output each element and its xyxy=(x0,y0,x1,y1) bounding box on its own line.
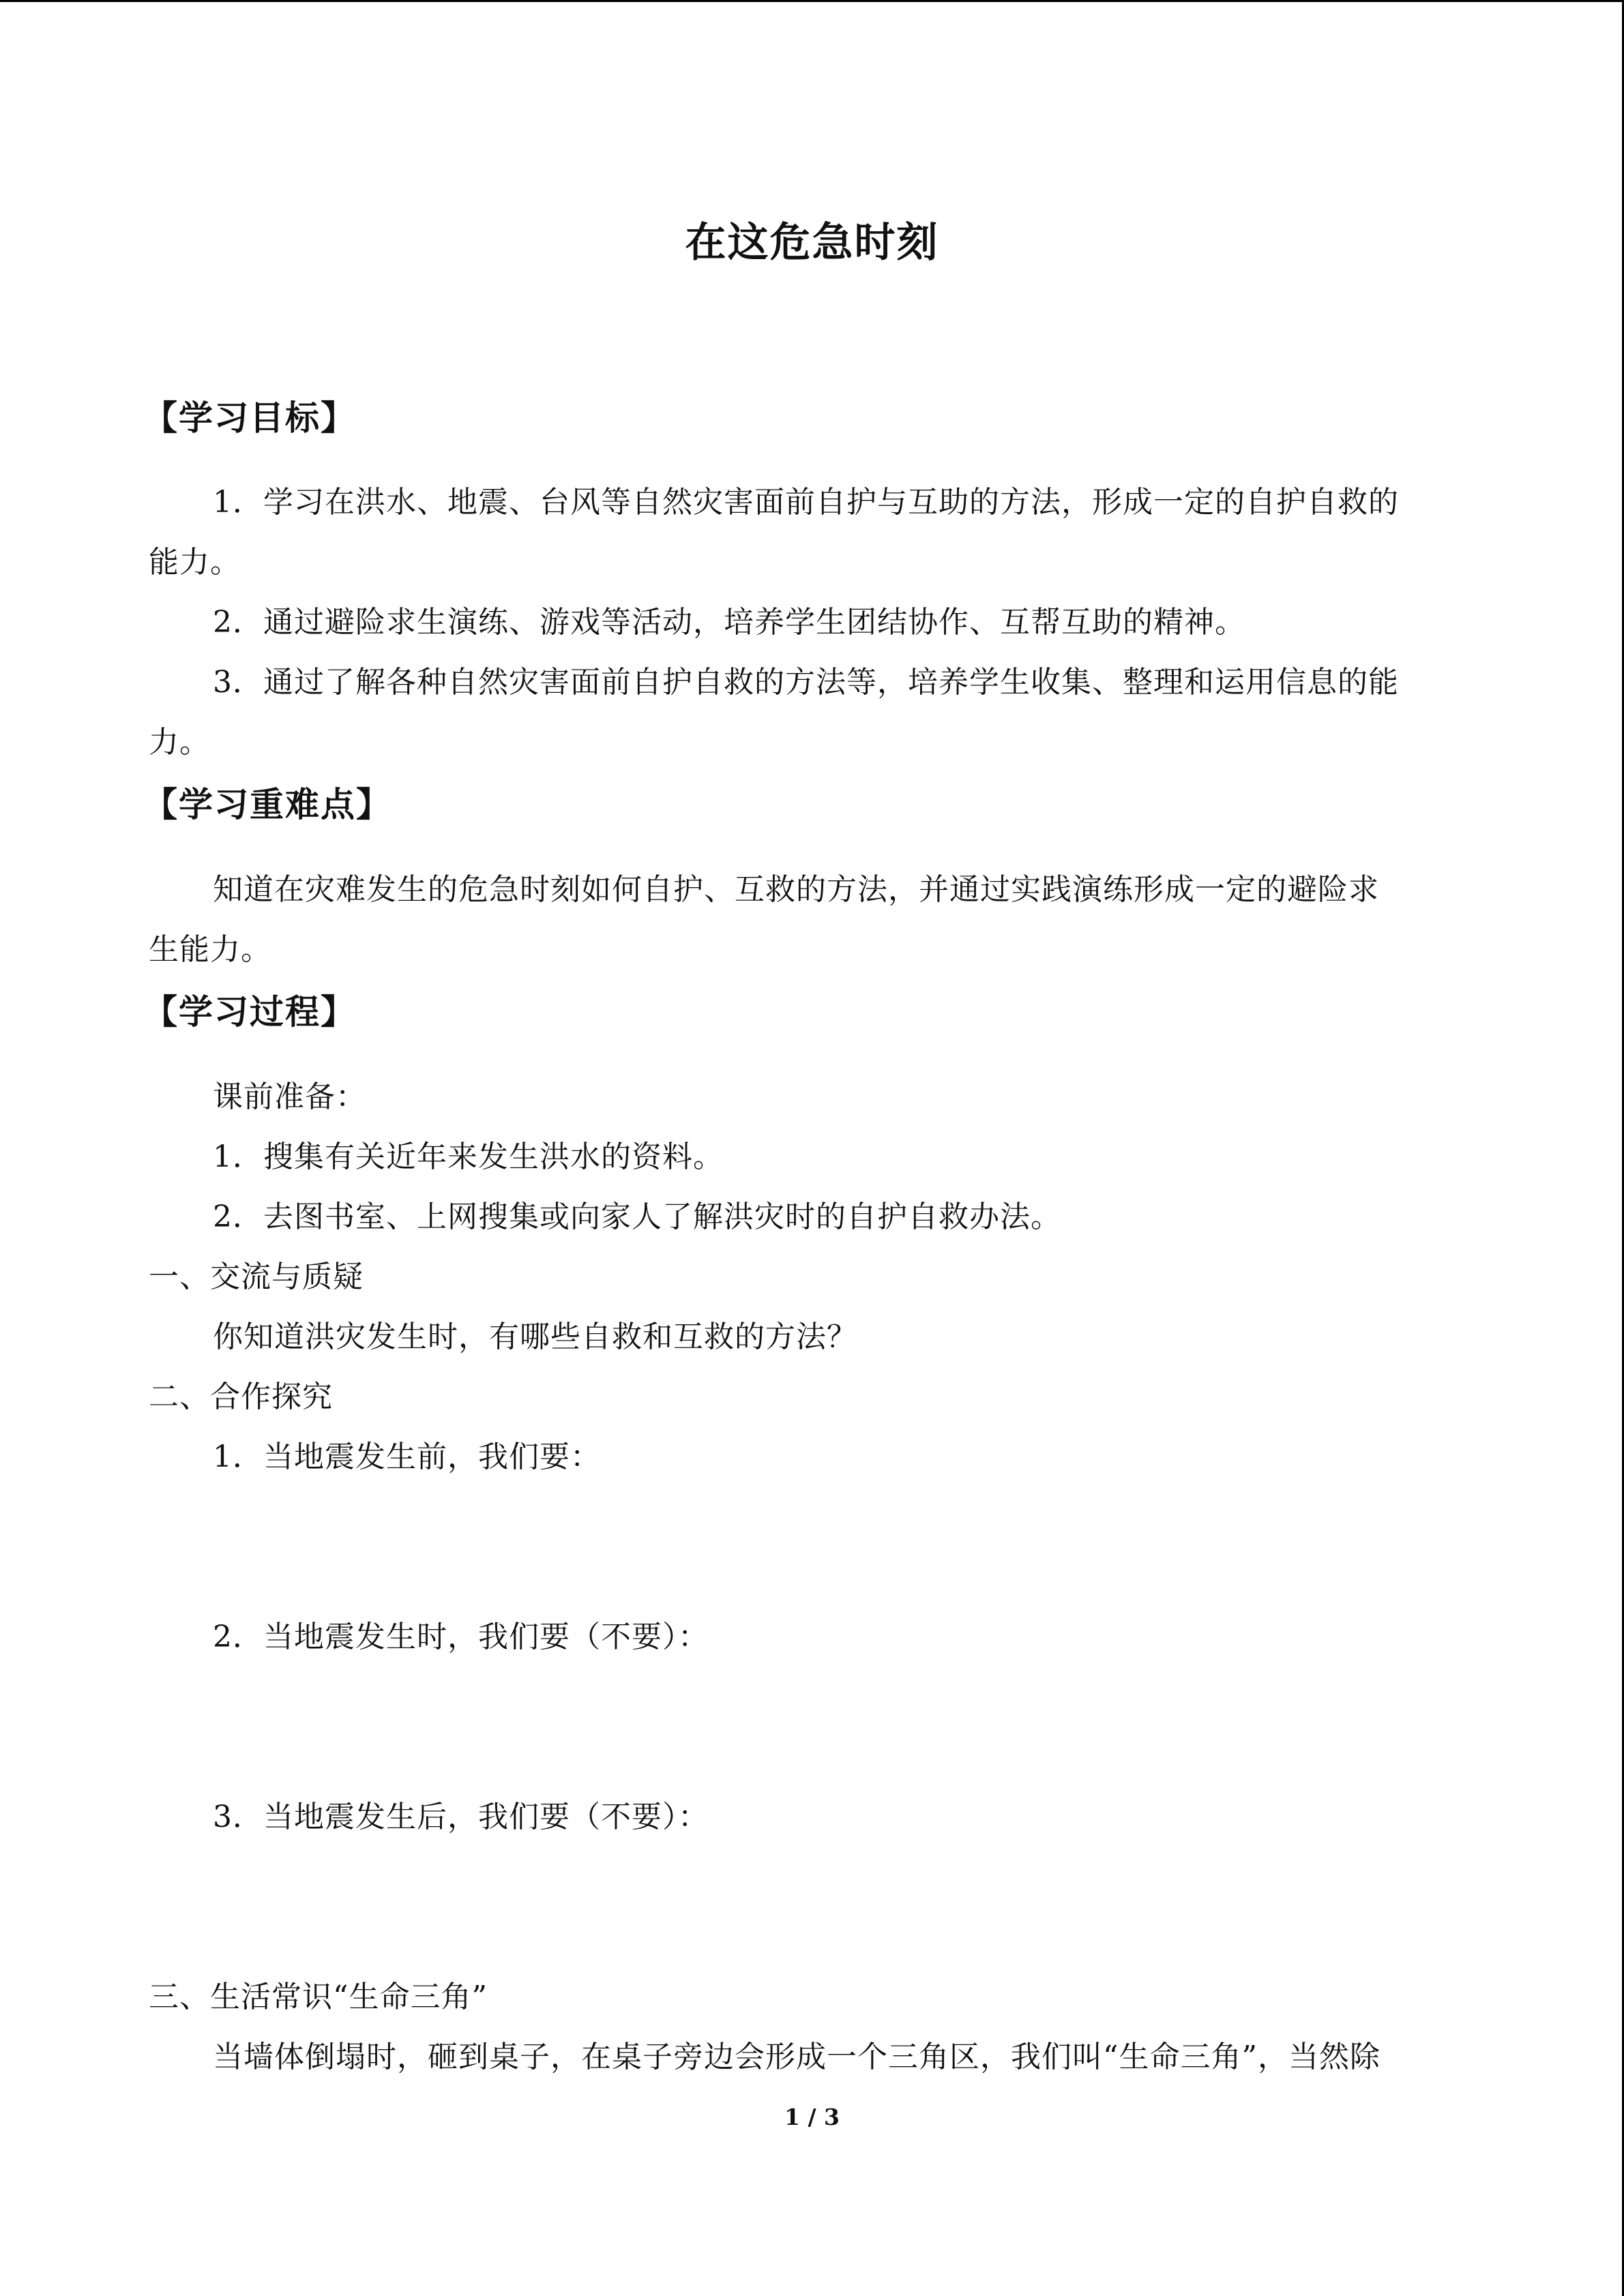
key-points-line-1: 知道在灾难发生的危急时刻如何自护、互救的方法，并通过实践演练形成一定的避险求 xyxy=(213,872,1379,907)
prep-label: 课前准备： xyxy=(213,1079,366,1114)
heading-key-points: 【学习重难点】 xyxy=(143,785,392,824)
prep-item-2: 2．去图书室、上网搜集或向家人了解洪灾时的自护自救办法。 xyxy=(213,1199,1061,1234)
section-1-question: 你知道洪灾发生时，有哪些自救和互救的方法？ xyxy=(213,1320,857,1354)
objective-line-1-cont: 能力。 xyxy=(149,545,241,580)
objective-line-1: 1．学习在洪水、地震、台风等自然灾害面前自护与互助的方法，形成一定的自护自救的 xyxy=(213,485,1399,520)
key-points-line-2: 生能力。 xyxy=(149,932,271,967)
objective-line-3-cont: 力。 xyxy=(149,725,210,760)
heading-process: 【学习过程】 xyxy=(143,992,356,1032)
objective-line-3: 3．通过了解各种自然灾害面前自护自救的方法等，培养学生收集、整理和运用信息的能 xyxy=(213,665,1399,700)
section-2-item-2: 2．当地震发生时，我们要（不要）： xyxy=(213,1620,709,1654)
heading-objectives: 【学习目标】 xyxy=(143,398,356,438)
section-3-text: 当墙体倒塌时，砸到桌子，在桌子旁边会形成一个三角区，我们叫“生命三角”，当然除 xyxy=(213,2040,1381,2074)
page-indicator: 1 / 3 xyxy=(784,2104,840,2130)
section-3-title: 三、生活常识“生命三角” xyxy=(149,1980,488,2014)
section-1-title: 一、交流与质疑 xyxy=(149,1259,364,1294)
prep-item-1: 1．搜集有关近年来发生洪水的资料。 xyxy=(213,1139,724,1174)
section-2-item-1: 1．当地震发生前，我们要： xyxy=(213,1440,601,1474)
section-2-item-3: 3．当地震发生后，我们要（不要）： xyxy=(213,1800,709,1834)
objective-line-2: 2．通过避险求生演练、游戏等活动，培养学生团结协作、互帮互助的精神。 xyxy=(213,605,1245,640)
document-title: 在这危急时刻 xyxy=(685,219,939,267)
section-2-title: 二、合作探究 xyxy=(149,1380,333,1414)
